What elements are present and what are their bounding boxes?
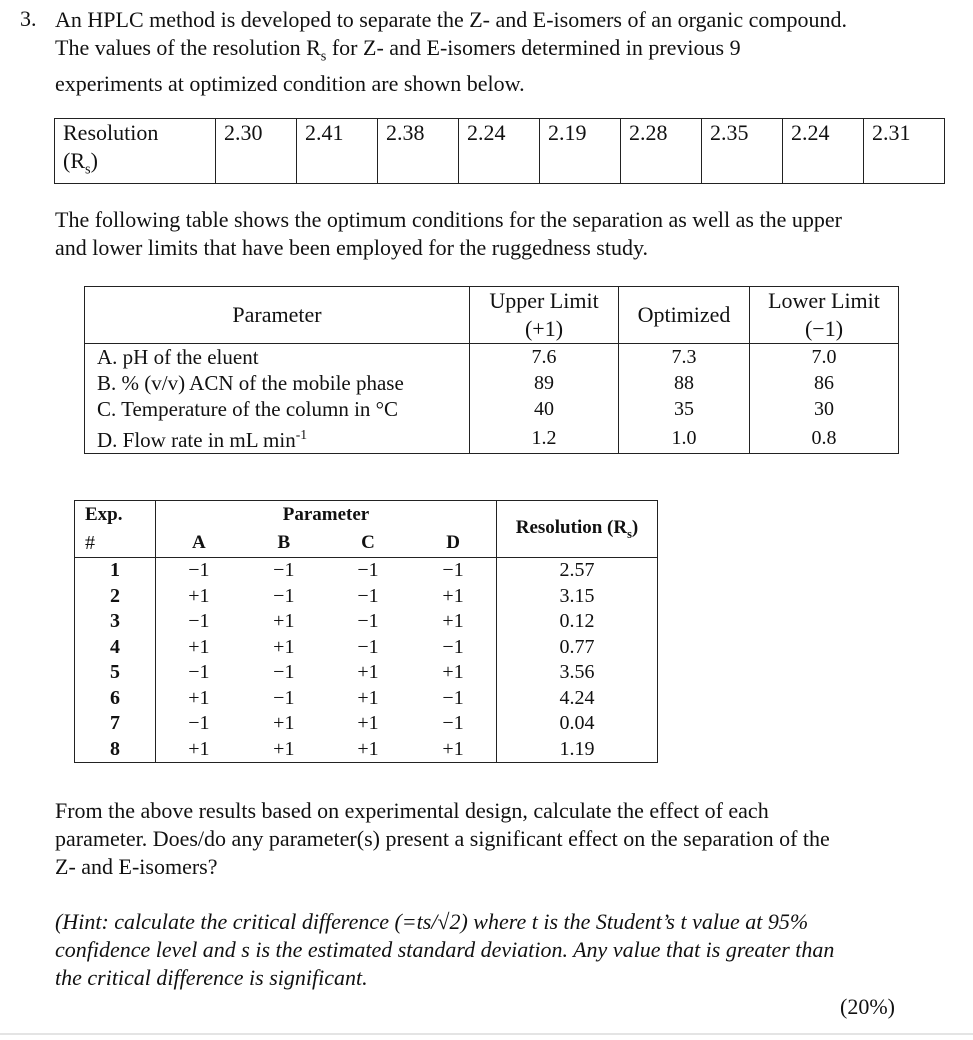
question-number: 3.: [20, 6, 37, 31]
experimental-design-table: [74, 500, 658, 763]
resolution-value: 2.31: [864, 119, 945, 184]
table-row: A. pH of the eluent 7.6 7.3 7.0: [85, 344, 899, 371]
header-a: A: [156, 529, 242, 558]
table-row: 7 −1 +1 +1 −1 0.04: [75, 711, 658, 737]
hint-text: (Hint: calculate the critical difference (=ts/√2) where t is the Student’s t value at 95% confidence level and s is the estimated standard deviation. Any value that is greater than the critical difference is significant.: [55, 909, 835, 990]
header-resolution: Resolution $(R_s)$: [497, 501, 658, 558]
resolution-value: 2.19: [540, 119, 621, 184]
table-row: 1 −1 −1 −1 −1 2.57: [75, 558, 658, 584]
table-row: 4 +1 +1 −1 −1 0.77: [75, 635, 658, 661]
intro-line-1: An HPLC method is developed to separate the Z- and E-isomers of an organic compound.: [55, 7, 848, 32]
table-row: D. Flow rate in mL $\min^{-1}$ 1.2 1.0 0.8: [85, 422, 899, 454]
header-parameter-group: Parameter: [156, 501, 497, 530]
table-row: B. % (v/v) ACN of the mobile phase 89 88 86: [85, 370, 899, 396]
header-c: C: [326, 529, 410, 558]
header-optimized: Optimized: [619, 287, 750, 344]
table-row: 2 +1 −1 −1 +1 3.15: [75, 584, 658, 610]
header-d: D: [410, 529, 496, 558]
resolution-header: Resolution $(R_s)$: [55, 119, 216, 184]
table-row: C. Temperature of the column in °C 40 35 30: [85, 396, 899, 422]
resolution-table: [54, 118, 945, 184]
table-row: 8 +1 +1 +1 +1 1.19: [75, 737, 658, 763]
table-row: 5 −1 −1 +1 +1 3.56: [75, 660, 658, 686]
resolution-value: 2.30: [216, 119, 297, 184]
marks-percentage: (20%): [840, 994, 895, 1019]
header-exp: Exp.: [75, 501, 156, 530]
intro-line-2: The values of the resolution $R_s$ for Z- and E-isomers determined in previous 9: [55, 35, 741, 65]
table-row: 3 −1 +1 −1 +1 0.12: [75, 609, 658, 635]
header-hash: #: [75, 529, 156, 558]
intro-line-3: experiments at optimized condition are shown below.: [55, 71, 525, 97]
header-b: B: [242, 529, 326, 558]
header-parameter: Parameter: [85, 287, 470, 344]
resolution-value: 2.41: [297, 119, 378, 184]
resolution-value: 2.35: [702, 119, 783, 184]
table-row: 6 +1 −1 +1 −1 4.24: [75, 686, 658, 712]
conditions-description: The following table shows the optimum conditions for the separation as well as the upper and lower limits that have been employed for the ruggedness study.: [55, 207, 842, 260]
task-instructions: From the above results based on experimental design, calculate the effect of each parameter. Does/do any parameter(s) present a significant effect on the separation of the Z- and E-isomers?: [55, 798, 830, 879]
resolution-value: 2.28: [621, 119, 702, 184]
conditions-table: [84, 286, 899, 454]
header-lower-limit: Lower Limit (−1): [750, 287, 899, 344]
page-divider: [0, 1033, 973, 1035]
resolution-value: 2.24: [459, 119, 540, 184]
resolution-value: 2.38: [378, 119, 459, 184]
resolution-value: 2.24: [783, 119, 864, 184]
header-upper-limit: Upper Limit (+1): [470, 287, 619, 344]
question-intro: [55, 6, 960, 98]
